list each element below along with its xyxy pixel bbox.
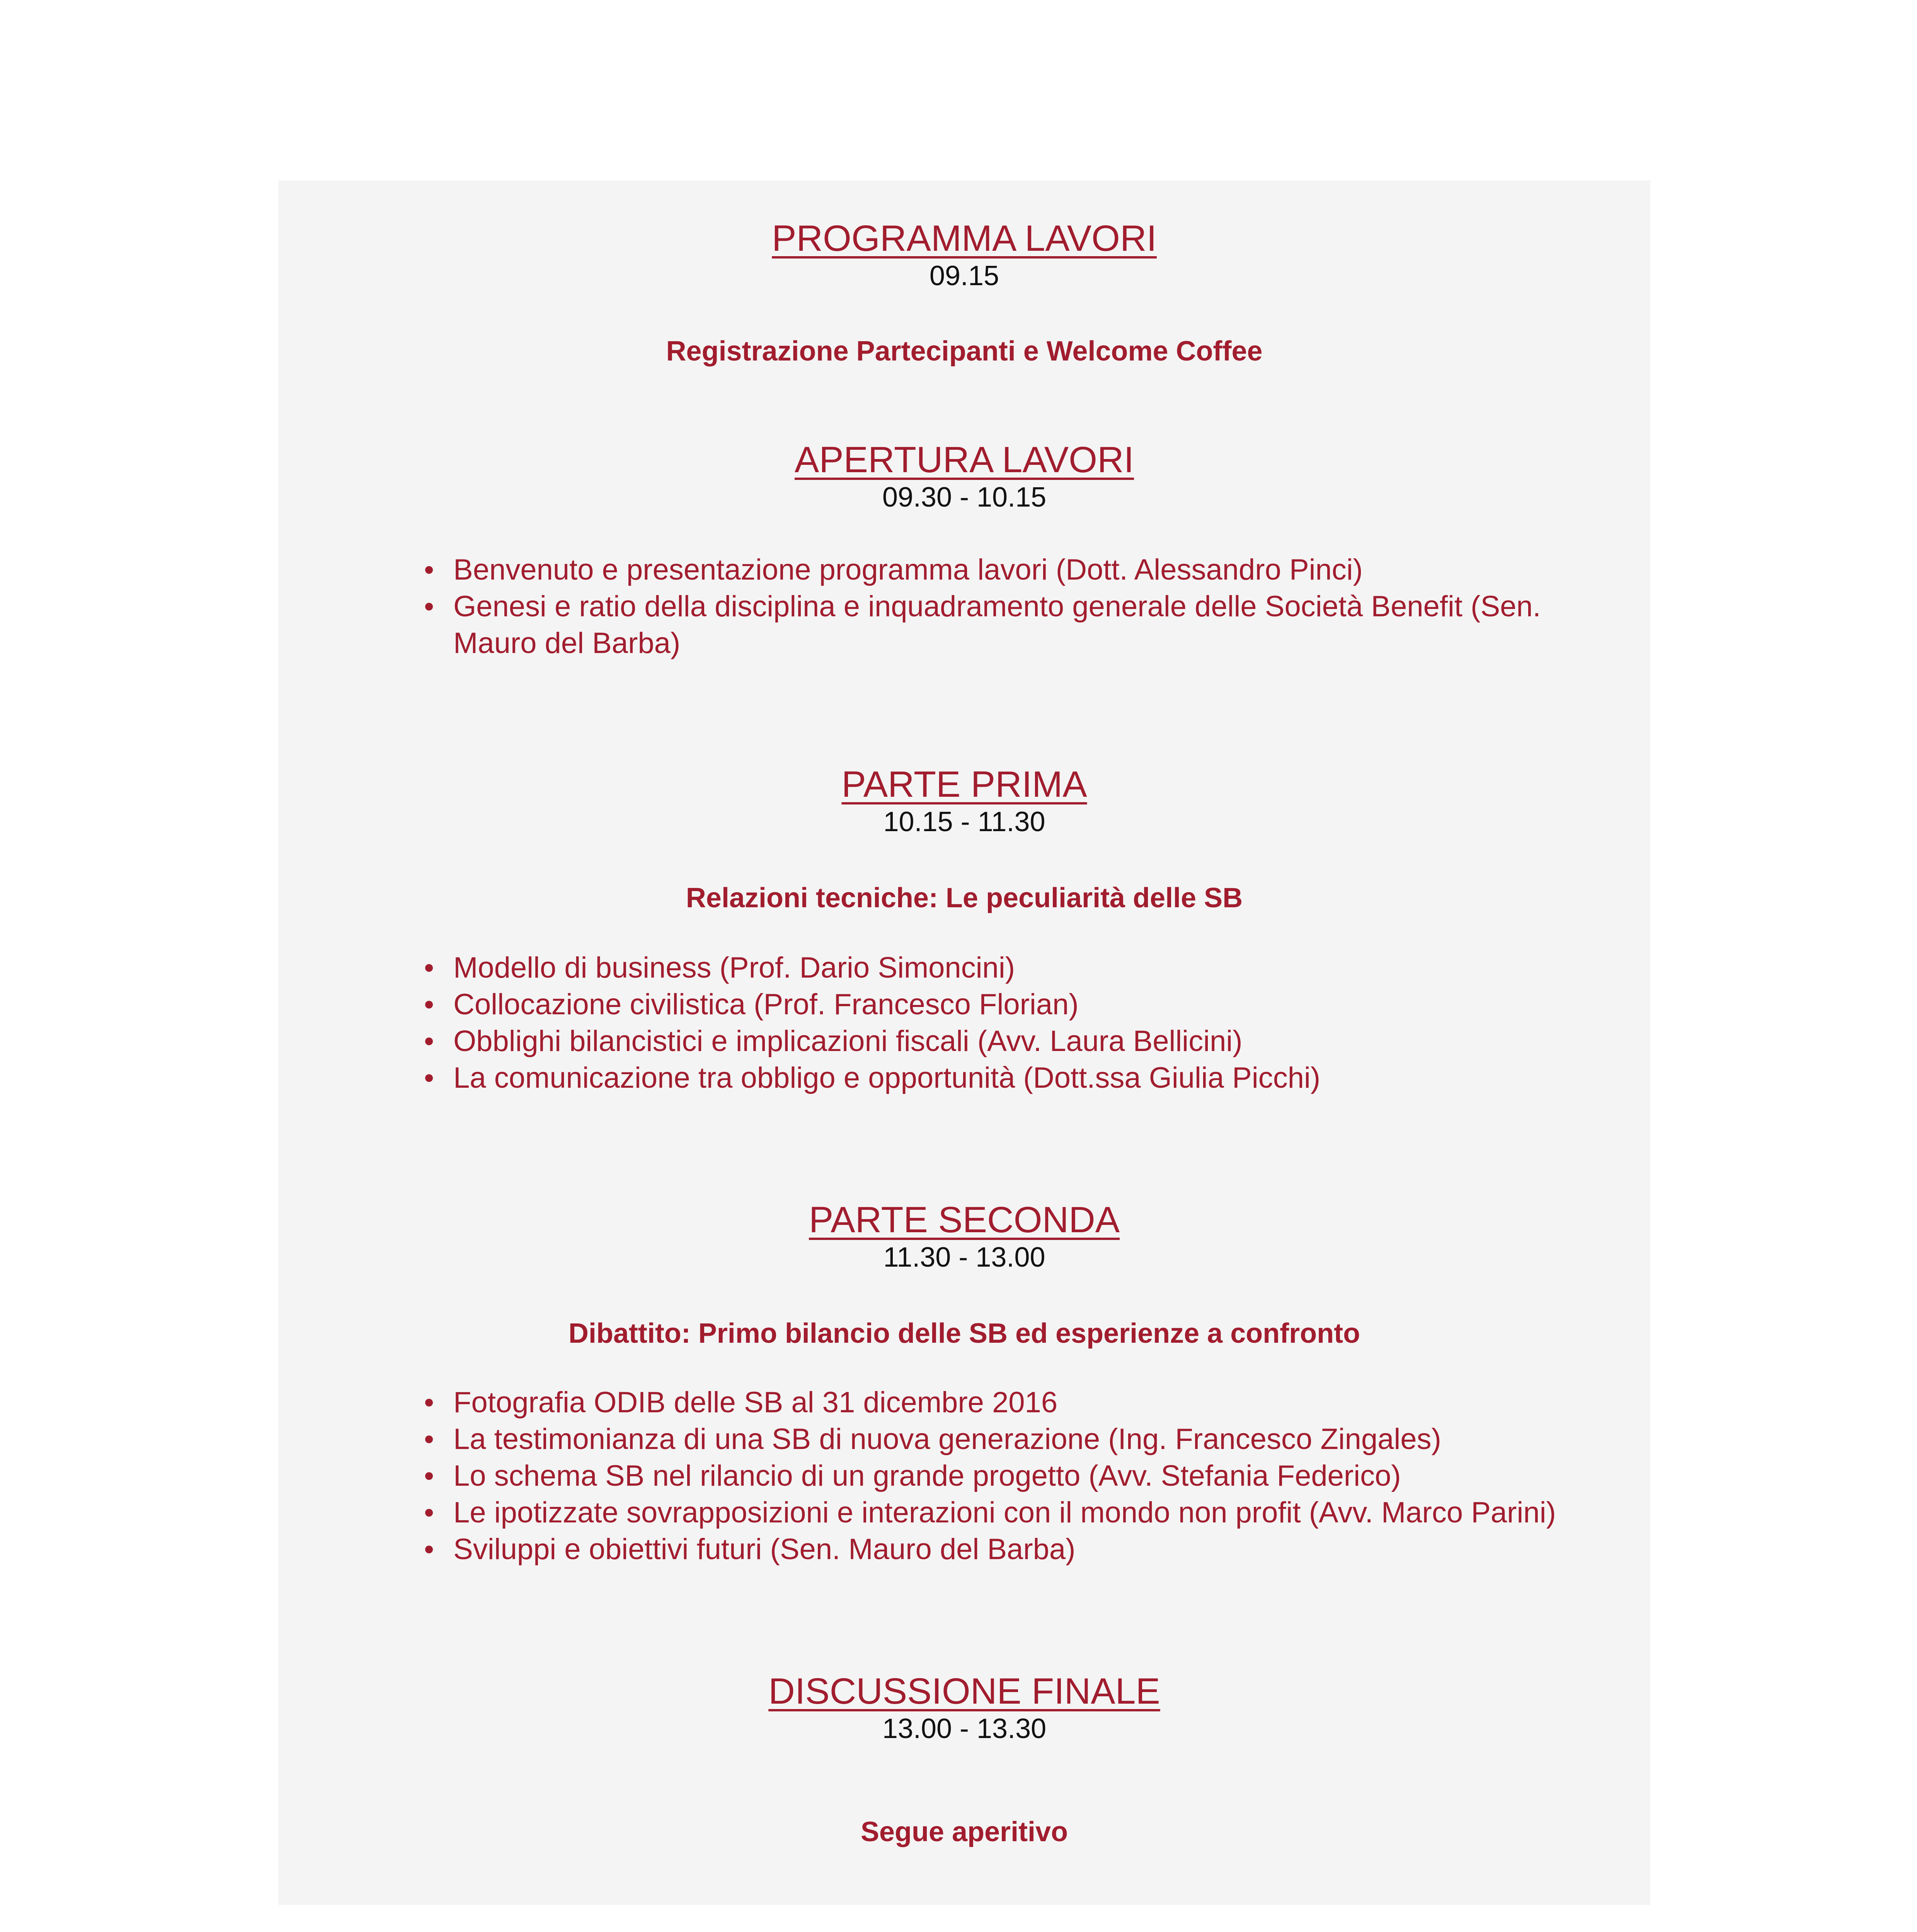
section-title-apertura-lavori: APERTURA LAVORI — [794, 439, 1134, 480]
list-item: Lo schema SB nel rilancio di un grande progetto (Avv. Stefania Federico) — [417, 1458, 1623, 1494]
section-time-programma-lavori: 09.15 — [929, 260, 999, 291]
list-item: Benvenuto e presentazione programma lavori (Dott. Alessandro Pinci) — [417, 551, 1623, 588]
list-item: La comunicazione tra obbligo e opportunità (Dott.ssa Giulia Picchi) — [417, 1060, 1623, 1096]
section-time-apertura-lavori: 09.30 - 10.15 — [882, 482, 1047, 513]
section-subtitle-parte-seconda: Dibattito: Primo bilancio delle SB ed esperienze a confronto — [568, 1318, 1360, 1349]
list-item: Obblighi bilancistici e implicazioni fiscali (Avv. Laura Bellicini) — [417, 1023, 1623, 1060]
program-panel — [278, 180, 1650, 1905]
section-subtitle-programma-lavori: Registrazione Partecipanti e Welcome Coffee — [666, 336, 1263, 367]
list-item: Collocazione civilistica (Prof. Francesco Florian) — [417, 986, 1623, 1023]
section-time-parte-seconda: 11.30 - 13.00 — [883, 1242, 1045, 1273]
list-item: Fotografia ODIB delle SB al 31 dicembre 2016 — [417, 1384, 1623, 1421]
section-subtitle-discussione-finale: Segue aperitivo — [860, 1816, 1068, 1847]
section-title-parte-prima: PARTE PRIMA — [841, 764, 1087, 805]
section-title-parte-seconda: PARTE SECONDA — [809, 1199, 1120, 1240]
section-time-discussione-finale: 13.00 - 13.30 — [882, 1713, 1047, 1744]
list-item: La testimonianza di una SB di nuova generazione (Ing. Francesco Zingales) — [417, 1421, 1623, 1458]
bullet-list-apertura-lavori — [417, 551, 1623, 662]
list-item: Le ipotizzate sovrapposizioni e interazioni con il mondo non profit (Avv. Marco Parini) — [417, 1494, 1623, 1531]
bullet-list-parte-prima — [417, 949, 1623, 1096]
section-subtitle-parte-prima: Relazioni tecniche: Le peculiarità delle SB — [686, 883, 1243, 913]
section-title-programma-lavori: PROGRAMMA LAVORI — [772, 218, 1157, 259]
list-item: Genesi e ratio della disciplina e inquadramento generale delle Società Benefit (Sen. Mauro del Barba) — [417, 588, 1623, 662]
section-time-parte-prima: 10.15 - 11.30 — [883, 806, 1045, 837]
bullet-list-parte-seconda — [417, 1384, 1623, 1568]
list-item: Sviluppi e obiettivi futuri (Sen. Mauro del Barba) — [417, 1531, 1623, 1568]
list-item: Modello di business (Prof. Dario Simoncini) — [417, 949, 1623, 986]
section-title-discussione-finale: DISCUSSIONE FINALE — [768, 1671, 1160, 1712]
